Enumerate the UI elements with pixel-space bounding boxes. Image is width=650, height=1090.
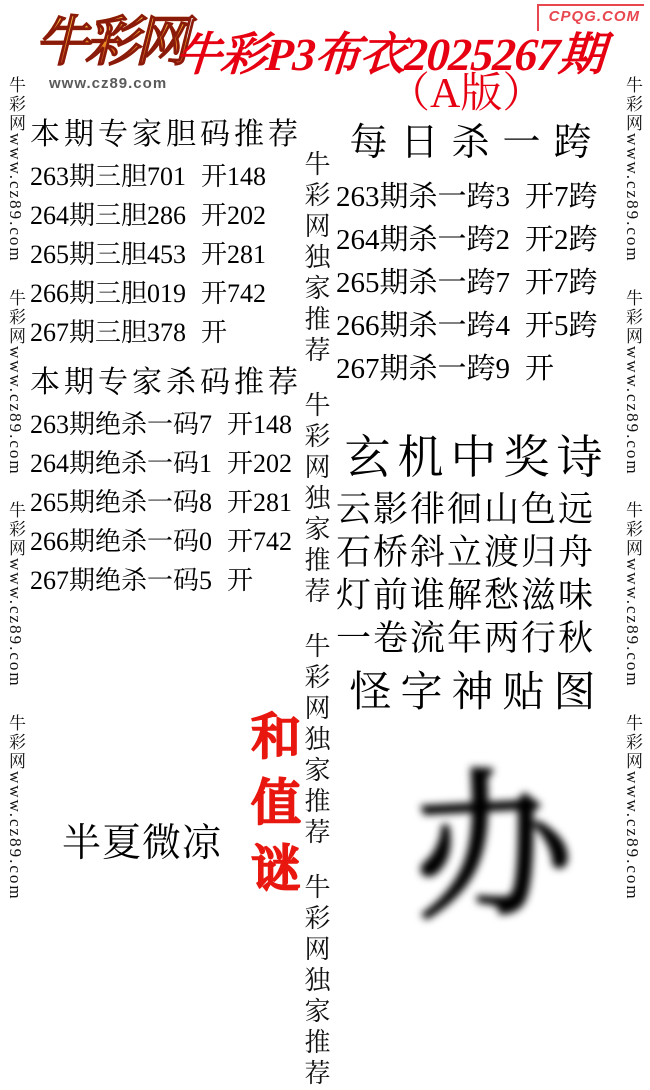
dan-row-pick: 265期三胆453 <box>30 240 187 269</box>
dan-row-pick: 263期三胆701 <box>30 162 187 191</box>
kua-row-pick: 265期杀一跨7 <box>336 267 511 299</box>
dan-row-pick: 266期三胆019 <box>30 279 187 308</box>
dan-row-result: 开742 <box>201 279 267 308</box>
page-title: 牛彩P3布衣2025267期 <box>173 29 606 80</box>
dan-section-title: 本期专家胆码推荐 <box>30 118 302 151</box>
sha-row-result: 开742 <box>227 527 293 556</box>
dan-row <box>30 157 298 196</box>
dan-row <box>30 274 298 313</box>
site-watermark-text: 牛彩网www.cz89.com <box>6 76 25 263</box>
kua-row-result: 开5跨 <box>525 310 598 342</box>
dan-row-result: 开281 <box>201 240 267 269</box>
watermark-strip-right <box>620 76 645 900</box>
kua-row-pick: 266期杀一跨4 <box>336 310 511 342</box>
site-logo[interactable] <box>35 12 187 98</box>
sha-row-pick: 263期绝杀一码7 <box>30 410 213 439</box>
sha-row-result: 开 <box>227 566 254 595</box>
guaizi-section-title: 怪字神贴图 <box>349 670 605 716</box>
sha-rows <box>30 405 298 600</box>
right-column <box>336 116 618 722</box>
poem-line: 石桥斜立渡归舟 <box>336 533 596 572</box>
watermark-strip-middle <box>297 150 334 1090</box>
hezhimi-riddle-text: 半夏微凉 <box>62 822 223 865</box>
dan-row-result: 开148 <box>201 162 267 191</box>
poem-lines <box>336 488 618 660</box>
poem-line: 一卷流年两行秋 <box>336 619 596 658</box>
site-watermark-text: 牛彩网www.cz89.com <box>623 713 642 901</box>
kua-row-result: 开7跨 <box>525 267 598 299</box>
kua-row-pick: 264期杀一跨2 <box>336 224 511 256</box>
kua-section-title: 每日杀一跨 <box>349 122 605 164</box>
exclusive-watermark-text: 牛彩网独家推荐 <box>301 150 330 367</box>
sha-row-pick: 264期绝杀一码1 <box>30 449 213 478</box>
dan-rows <box>30 157 298 352</box>
cpqg-link[interactable]: CPQG.COM <box>537 4 644 31</box>
dan-row-pick: 267期三胆378 <box>30 318 187 347</box>
site-logo-domain: www.cz89.com <box>49 75 168 92</box>
kua-row-result: 开2跨 <box>525 224 598 256</box>
dan-row-pick: 264期三胆286 <box>30 201 187 230</box>
kua-rows <box>336 176 618 391</box>
site-watermark-text: 牛彩网www.cz89.com <box>623 501 642 688</box>
kua-row-result: 开7跨 <box>525 181 598 213</box>
dan-row-result: 开202 <box>201 201 267 230</box>
poem-line: 云影徘徊山色远 <box>336 490 596 529</box>
left-column <box>30 113 302 609</box>
sha-row <box>30 561 298 600</box>
kua-row <box>336 176 618 219</box>
site-watermark-text: 牛彩网www.cz89.com <box>623 288 642 476</box>
dan-row <box>30 313 298 352</box>
edition-label: （A版） <box>388 71 545 117</box>
sha-row-pick: 265期绝杀一码8 <box>30 488 213 517</box>
guaizi-handwritten-character: 办 <box>409 750 577 944</box>
sha-row-result: 开281 <box>227 488 293 517</box>
kua-row-pick: 263期杀一跨3 <box>336 181 511 213</box>
kua-row <box>336 348 618 391</box>
site-logo-name: 牛彩网 <box>35 12 185 72</box>
watermark-strip-left <box>3 76 28 900</box>
sha-row <box>30 483 298 522</box>
poem-section-title: 玄机中奖诗 <box>344 432 610 483</box>
kua-row <box>336 305 618 348</box>
kua-row-result: 开 <box>525 353 555 385</box>
sha-row <box>30 522 298 561</box>
kua-row <box>336 262 618 305</box>
sha-row <box>30 444 298 483</box>
sha-row-pick: 267期绝杀一码5 <box>30 566 213 595</box>
sha-row <box>30 405 298 444</box>
kua-row <box>336 219 618 262</box>
sha-section-title: 本期专家杀码推荐 <box>30 366 302 399</box>
exclusive-watermark-text: 牛彩网独家推荐 <box>301 873 330 1090</box>
sha-row-result: 开202 <box>227 449 293 478</box>
site-watermark-text: 牛彩网www.cz89.com <box>6 713 25 901</box>
site-watermark-text: 牛彩网www.cz89.com <box>6 501 25 688</box>
hezhimi-label: 和值谜 <box>244 710 300 908</box>
poem-line: 灯前谁解愁滋味 <box>336 576 596 615</box>
dan-row <box>30 196 298 235</box>
exclusive-watermark-text: 牛彩网独家推荐 <box>301 632 330 849</box>
exclusive-watermark-text: 牛彩网独家推荐 <box>301 391 330 608</box>
dan-row-result: 开 <box>201 318 228 347</box>
site-watermark-text: 牛彩网www.cz89.com <box>6 288 25 476</box>
kua-row-pick: 267期杀一跨9 <box>336 353 511 385</box>
dan-row <box>30 235 298 274</box>
site-watermark-text: 牛彩网www.cz89.com <box>623 76 642 263</box>
sha-row-result: 开148 <box>227 410 293 439</box>
sha-row-pick: 266期绝杀一码0 <box>30 527 213 556</box>
